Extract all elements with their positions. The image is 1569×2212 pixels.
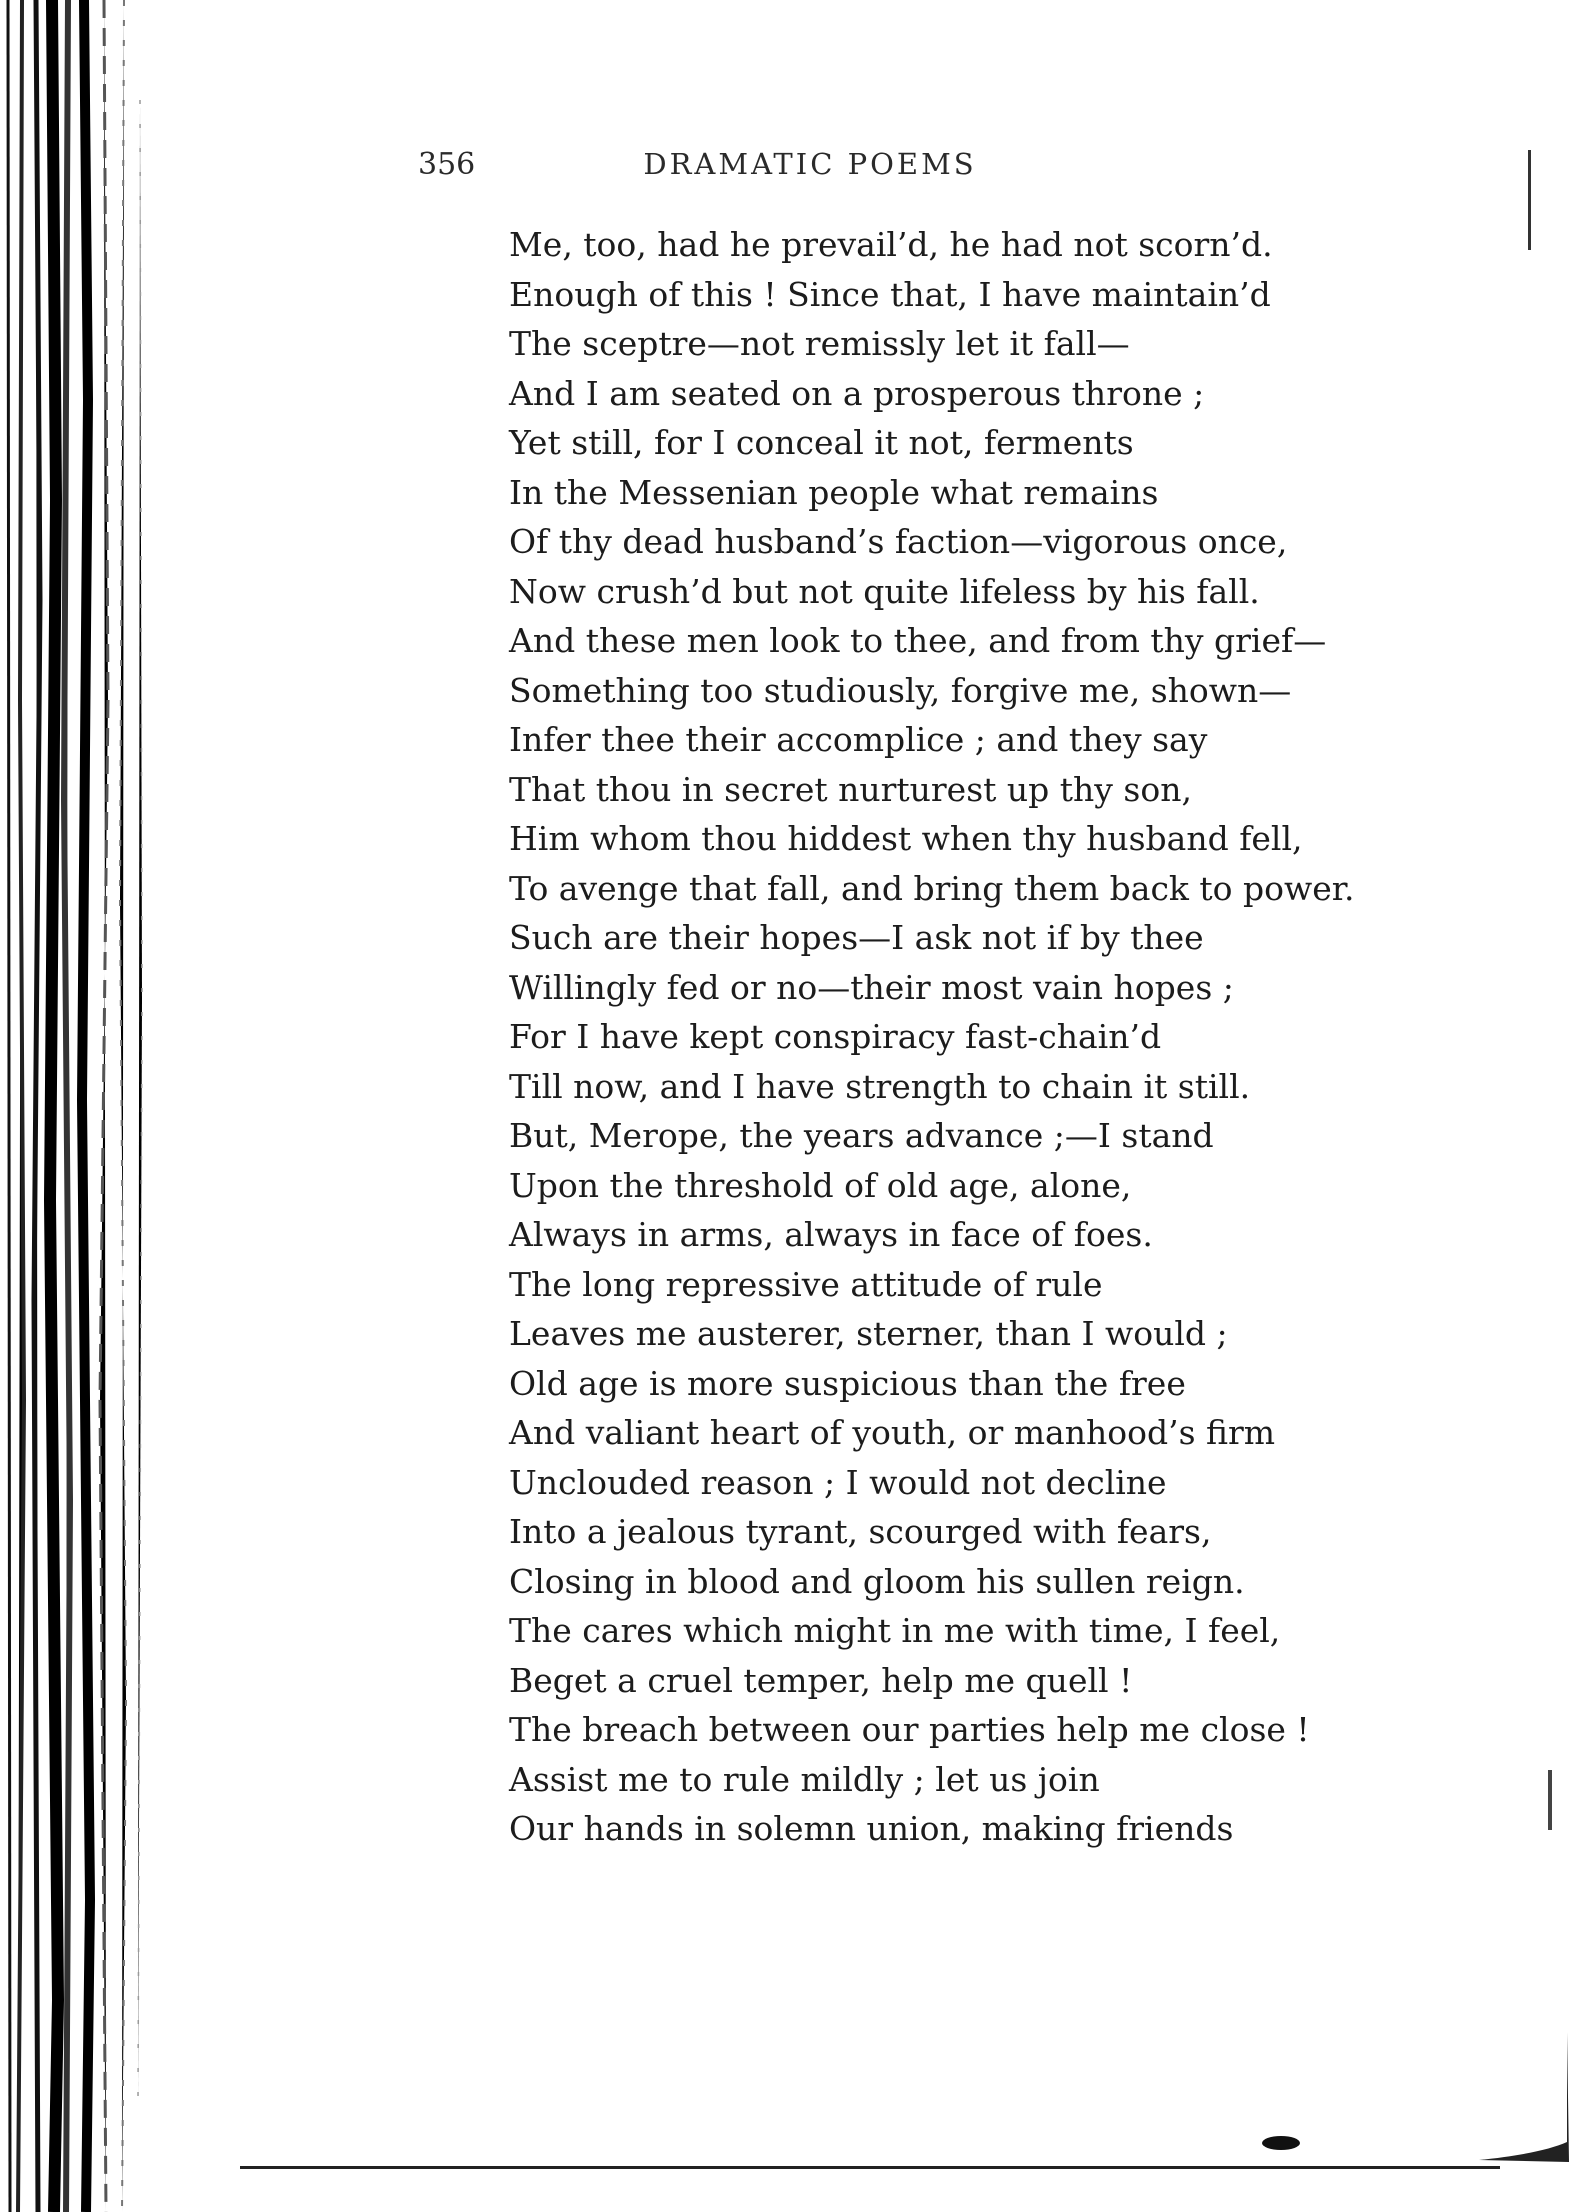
poem-line: Our hands in solemn union, making friends [509, 1809, 1234, 1848]
poem-line: Assist me to rule mildly ; let us join [509, 1759, 1100, 1799]
poem-line: The sceptre—not remissly let it fall— [509, 324, 1130, 363]
poem-line: That thou in secret nurturest up thy son, [509, 769, 1192, 809]
scan-edge-mark [1528, 150, 1531, 250]
ink-blot [1262, 2136, 1300, 2150]
poem-line: Closing in blood and gloom his sullen reign. [509, 1561, 1245, 1601]
poem-text [509, 220, 1354, 1854]
poem-line: Always in arms, always in face of foes. [509, 1215, 1153, 1254]
poem-line: Enough of this ! Since that, I have maintain’d [509, 274, 1271, 314]
poem-line: Such are their hopes—I ask not if by thee [509, 918, 1204, 957]
poem-line: Old age is more suspicious than the free [509, 1363, 1186, 1403]
poem-line: Till now, and I have strength to chain it still. [509, 1066, 1251, 1106]
poem-line: Yet still, for I conceal it not, ferments [509, 423, 1134, 462]
poem-line: Me, too, had he prevail’d, he had not scorn’d. [509, 225, 1273, 264]
page-corner-curl [1479, 2032, 1569, 2162]
poem-line: Into a jealous tyrant, scourged with fears, [509, 1512, 1212, 1551]
poem-line: And valiant heart of youth, or manhood’s firm [509, 1413, 1276, 1452]
poem-line: Infer thee their accomplice ; and they say [509, 720, 1208, 759]
running-head: DRAMATIC POEMS [643, 147, 977, 181]
poem-line: For I have kept conspiracy fast-chain’d [509, 1017, 1162, 1056]
page-number: 356 [418, 147, 476, 182]
poem-line: The cares which might in me with time, I feel, [509, 1611, 1281, 1650]
poem-line: Leaves me austerer, sterner, than I would ; [509, 1314, 1228, 1353]
poem-line: And these men look to thee, and from thy grief— [509, 621, 1327, 660]
poem-line: But, Merope, the years advance ;—I stand [509, 1116, 1214, 1155]
scan-edge-mark [1548, 1770, 1552, 1830]
poem-line: In the Messenian people what remains [509, 472, 1159, 512]
poem-line: The long repressive attitude of rule [509, 1264, 1103, 1304]
poem-line: To avenge that fall, and bring them back to power. [509, 868, 1355, 908]
page-bottom-edge [240, 2166, 1500, 2169]
poem-line: Willingly fed or no—their most vain hopes ; [509, 967, 1234, 1007]
poem-line: Him whom thou hiddest when thy husband fell, [509, 819, 1303, 858]
book-binding-edge [0, 0, 150, 2212]
poem-line: Beget a cruel temper, help me quell ! [509, 1660, 1133, 1700]
poem-line: Unclouded reason ; I would not decline [509, 1462, 1167, 1502]
poem-line: Something too studiously, forgive me, shown— [509, 670, 1292, 710]
poem-line: Now crush’d but not quite lifeless by his fall. [509, 571, 1260, 611]
poem-line: Of thy dead husband’s faction—vigorous once, [509, 522, 1288, 561]
poem-line: The breach between our parties help me close ! [509, 1710, 1310, 1749]
poem-line: Upon the threshold of old age, alone, [509, 1165, 1132, 1205]
poem-line: And I am seated on a prosperous throne ; [509, 373, 1205, 413]
